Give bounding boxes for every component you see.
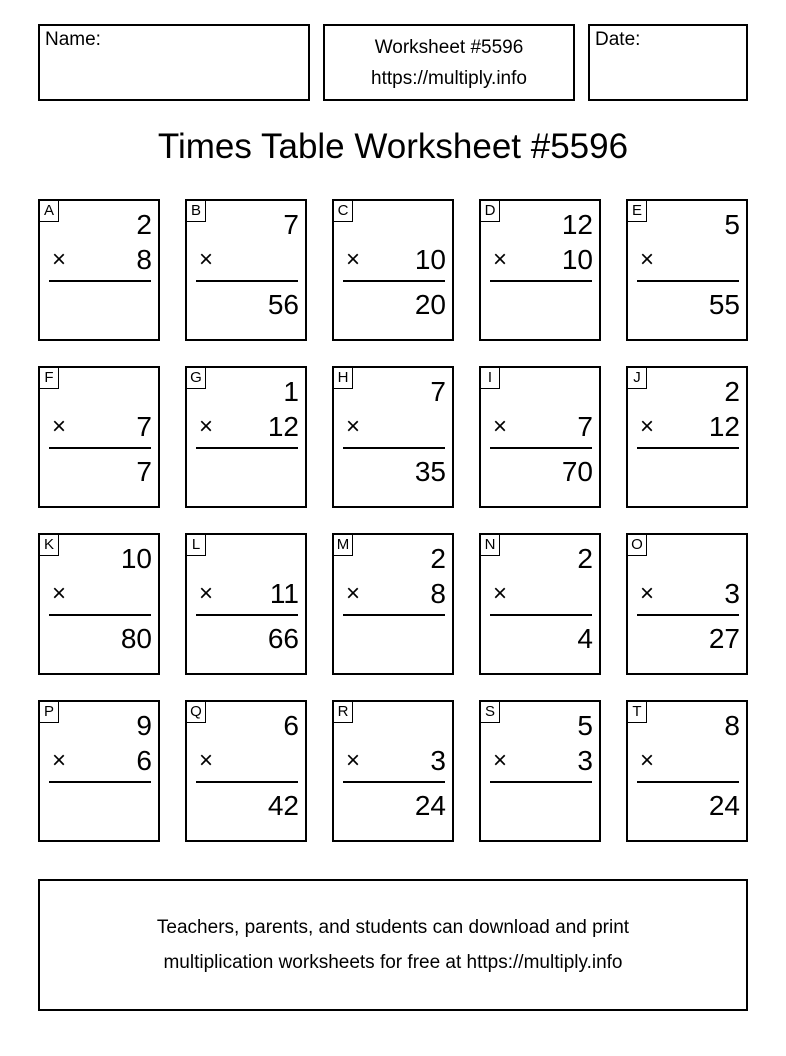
answer-line xyxy=(490,614,592,616)
multiply-sign: × xyxy=(199,580,214,607)
problem-letter: C xyxy=(334,201,353,222)
multiply-sign: × xyxy=(52,413,67,440)
answer-line xyxy=(196,447,298,449)
problem-card xyxy=(185,366,307,508)
footer-line-1: Teachers, parents, and students can download and print xyxy=(156,917,630,938)
answer-line xyxy=(637,280,739,282)
problem-card xyxy=(332,533,454,675)
problem-product: 20 xyxy=(414,289,446,320)
problem-top-number: 2 xyxy=(724,376,740,407)
problems-grid xyxy=(38,199,748,842)
answer-line xyxy=(490,280,592,282)
problem-product: 35 xyxy=(414,456,446,487)
problem-card xyxy=(38,700,160,842)
multiply-sign: × xyxy=(346,747,361,774)
problem-product: 55 xyxy=(708,289,740,320)
problem-card xyxy=(626,366,748,508)
problem-card xyxy=(626,700,748,842)
worksheet-number: Worksheet #5596 xyxy=(374,37,524,58)
problem-product: 56 xyxy=(267,289,299,320)
problem-bottom-number: 8 xyxy=(136,244,152,275)
problem-card xyxy=(332,199,454,341)
footer-note-box xyxy=(38,879,748,1011)
name-field-box xyxy=(38,24,310,101)
problem-card xyxy=(332,700,454,842)
problem-top-number: 5 xyxy=(724,209,740,240)
problem-letter: M xyxy=(334,535,353,556)
problem-bottom-number: 6 xyxy=(136,745,152,776)
problem-card xyxy=(479,199,601,341)
problem-product: 7 xyxy=(136,456,152,487)
name-label: Name: xyxy=(45,29,101,50)
problem-card xyxy=(626,533,748,675)
multiply-sign: × xyxy=(346,246,361,273)
problem-letter: R xyxy=(334,702,353,723)
problem-card xyxy=(332,366,454,508)
problem-top-number: 2 xyxy=(430,543,446,574)
problem-top-number: 9 xyxy=(136,710,152,741)
problem-card xyxy=(185,533,307,675)
problem-letter: E xyxy=(628,201,647,222)
multiply-sign: × xyxy=(52,246,67,273)
problem-top-number: 7 xyxy=(430,376,446,407)
multiply-sign: × xyxy=(493,580,508,607)
problem-top-number: 5 xyxy=(577,710,593,741)
multiply-sign: × xyxy=(346,413,361,440)
problem-bottom-number: 10 xyxy=(414,244,446,275)
multiply-sign: × xyxy=(52,747,67,774)
problem-letter: H xyxy=(334,368,353,389)
answer-line xyxy=(343,781,445,783)
problem-top-number: 12 xyxy=(561,209,593,240)
problem-card xyxy=(185,700,307,842)
date-label: Date: xyxy=(595,29,641,50)
answer-line xyxy=(49,781,151,783)
problem-top-number: 2 xyxy=(136,209,152,240)
problem-bottom-number: 12 xyxy=(708,411,740,442)
answer-line xyxy=(49,614,151,616)
problem-card xyxy=(38,366,160,508)
date-field-box xyxy=(588,24,748,101)
answer-line xyxy=(490,781,592,783)
problem-letter: A xyxy=(40,201,59,222)
problem-card xyxy=(479,533,601,675)
problem-top-number: 10 xyxy=(120,543,152,574)
problem-bottom-number: 12 xyxy=(267,411,299,442)
problem-letter: N xyxy=(481,535,500,556)
multiply-sign: × xyxy=(199,413,214,440)
problem-product: 70 xyxy=(561,456,593,487)
multiply-sign: × xyxy=(493,747,508,774)
multiply-sign: × xyxy=(640,413,655,440)
problem-product: 24 xyxy=(708,790,740,821)
problem-card xyxy=(626,199,748,341)
answer-line xyxy=(196,781,298,783)
problem-letter: L xyxy=(187,535,206,556)
problem-bottom-number: 8 xyxy=(430,578,446,609)
problem-top-number: 1 xyxy=(283,376,299,407)
answer-line xyxy=(343,614,445,616)
problem-card xyxy=(185,199,307,341)
problem-card xyxy=(479,700,601,842)
problem-bottom-number: 7 xyxy=(577,411,593,442)
problem-letter: J xyxy=(628,368,647,389)
problem-bottom-number: 3 xyxy=(724,578,740,609)
multiply-sign: × xyxy=(199,747,214,774)
problem-card xyxy=(38,199,160,341)
answer-line xyxy=(343,447,445,449)
multiply-sign: × xyxy=(346,580,361,607)
multiply-sign: × xyxy=(52,580,67,607)
problem-top-number: 2 xyxy=(577,543,593,574)
answer-line xyxy=(196,614,298,616)
problem-letter: B xyxy=(187,201,206,222)
problem-bottom-number: 11 xyxy=(269,578,299,609)
problem-letter: K xyxy=(40,535,59,556)
problem-product: 80 xyxy=(120,623,152,654)
problem-top-number: 6 xyxy=(283,710,299,741)
problem-letter: I xyxy=(481,368,500,389)
worksheet-info-box xyxy=(323,24,575,101)
problem-product: 66 xyxy=(267,623,299,654)
multiply-sign: × xyxy=(493,246,508,273)
problem-letter: P xyxy=(40,702,59,723)
answer-line xyxy=(49,447,151,449)
answer-line xyxy=(196,280,298,282)
problem-top-number: 7 xyxy=(283,209,299,240)
problem-letter: S xyxy=(481,702,500,723)
multiply-sign: × xyxy=(640,580,655,607)
problem-product: 27 xyxy=(708,623,740,654)
problem-card xyxy=(479,366,601,508)
problem-top-number: 8 xyxy=(724,710,740,741)
problem-product: 42 xyxy=(267,790,299,821)
multiply-sign: × xyxy=(640,246,655,273)
problem-card xyxy=(38,533,160,675)
answer-line xyxy=(637,447,739,449)
problem-letter: F xyxy=(40,368,59,389)
problem-bottom-number: 3 xyxy=(577,745,593,776)
problem-letter: T xyxy=(628,702,647,723)
problem-letter: O xyxy=(628,535,647,556)
problem-bottom-number: 7 xyxy=(136,411,152,442)
multiply-sign: × xyxy=(640,747,655,774)
answer-line xyxy=(637,614,739,616)
answer-line xyxy=(490,447,592,449)
problem-bottom-number: 3 xyxy=(430,745,446,776)
answer-line xyxy=(49,280,151,282)
problem-letter: D xyxy=(481,201,500,222)
multiply-sign: × xyxy=(493,413,508,440)
multiply-sign: × xyxy=(199,246,214,273)
problem-product: 4 xyxy=(577,623,593,654)
page-title: Times Table Worksheet #5596 xyxy=(157,127,629,166)
footer-line-2: multiplication worksheets for free at https://multiply.info xyxy=(163,952,623,973)
worksheet-url: https://multiply.info xyxy=(371,68,527,89)
problem-letter: Q xyxy=(187,702,206,723)
problem-letter: G xyxy=(187,368,206,389)
problem-product: 24 xyxy=(414,790,446,821)
problem-bottom-number: 10 xyxy=(561,244,593,275)
answer-line xyxy=(343,280,445,282)
answer-line xyxy=(637,781,739,783)
